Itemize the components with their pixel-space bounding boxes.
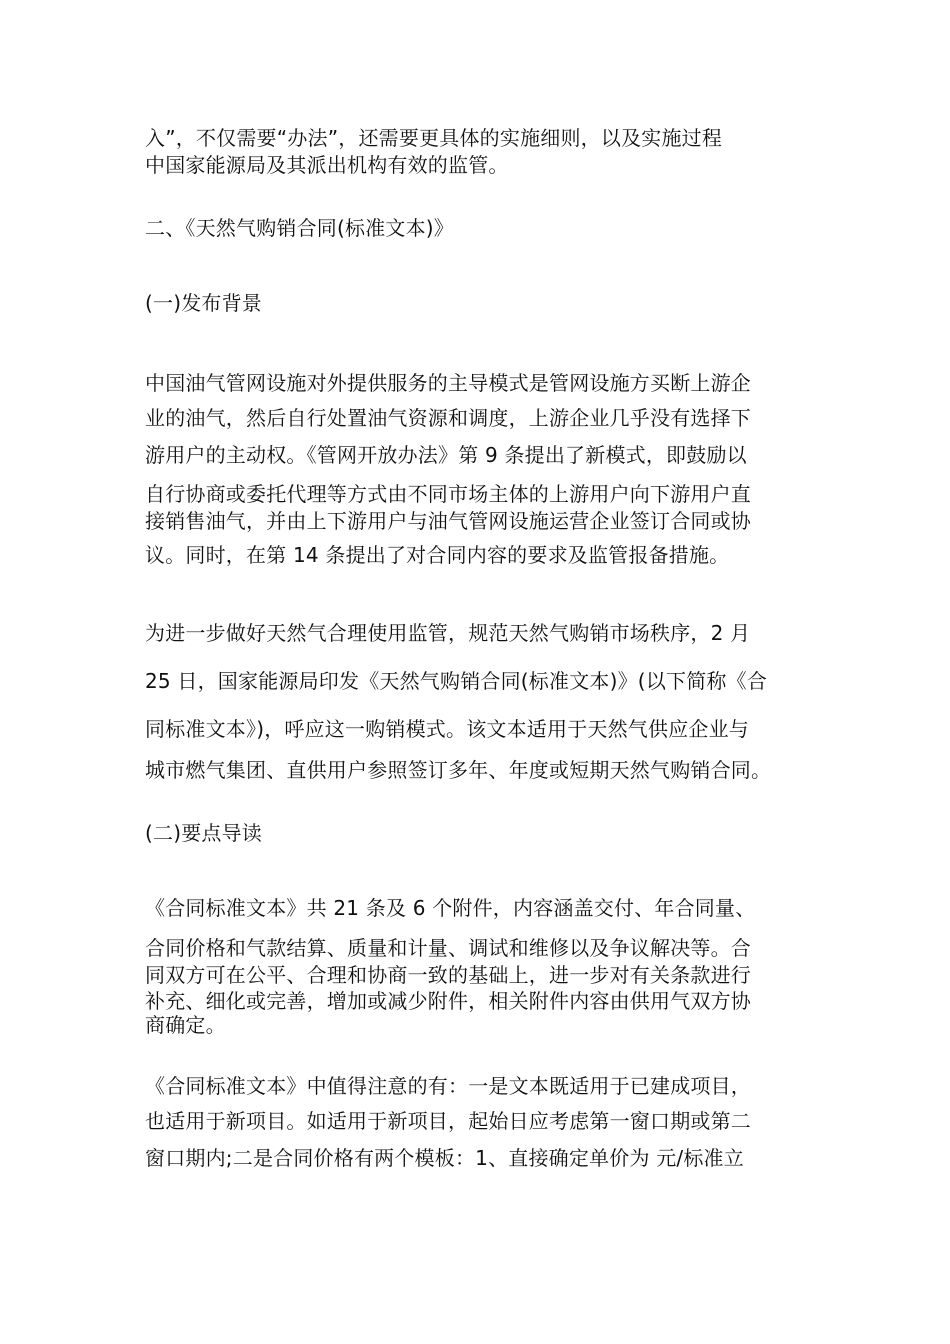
paragraph-line: 也适用于新项目。如适用于新项目，起始日应考虑第一窗口期或第二: [145, 1109, 751, 1133]
paragraph-line: 中国油气管网设施对外提供服务的主导模式是管网设施方买断上游企: [145, 371, 751, 395]
paragraph-line: 同双方可在公平、合理和协商一致的基础上，进一步对有关条款进行: [145, 963, 751, 987]
paragraph-line: 同标准文本》)，呼应这一购销模式。该文本适用于天然气供应企业与: [145, 717, 750, 741]
paragraph-line: 中国家能源局及其派出机构有效的监管。: [145, 153, 509, 177]
paragraph-line: 自行协商或委托代理等方式由不同市场主体的上游用户向下游用户直: [145, 482, 751, 506]
paragraph-line: 业的油气，然后自行处置油气资源和调度，上游企业几乎没有选择下: [145, 406, 751, 430]
paragraph-line: 为进一步做好天然气合理使用监管，规范天然气购销市场秩序，2 月: [145, 621, 751, 645]
paragraph-line: 25 日，国家能源局印发《天然气购销合同(标准文本)》(以下简称《合: [145, 669, 768, 693]
paragraph-line: 接销售油气，并由上下游用户与油气管网设施运营企业签订合同或协: [145, 509, 751, 533]
paragraph-line: 《合同标准文本》中值得注意的有：一是文本既适用于已建成项目，: [145, 1074, 751, 1098]
paragraph-line: 商确定。: [145, 1013, 226, 1037]
paragraph-line: 入”，不仅需要“办法”，还需要更具体的实施细则，以及实施过程: [145, 126, 723, 150]
subsection-heading: (一)发布背景: [145, 291, 263, 315]
paragraph-line: 城市燃气集团、直供用户参照签订多年、年度或短期天然气购销合同。: [145, 758, 772, 782]
paragraph-line: 《合同标准文本》共 21 条及 6 个附件，内容涵盖交付、年合同量、: [145, 896, 756, 920]
section-heading: 二、《天然气购销合同(标准文本)》: [145, 216, 455, 240]
paragraph-line: 补充、细化或完善，增加或减少附件，相关附件内容由供用气双方协: [145, 989, 751, 1013]
subsection-heading: (二)要点导读: [145, 821, 263, 845]
paragraph-line: 合同价格和气款结算、质量和计量、调试和维修以及争议解决等。合: [145, 936, 751, 960]
paragraph-line: 议。同时，在第 14 条提出了对合同内容的要求及监管报备措施。: [145, 543, 730, 567]
paragraph-line: 窗口期内;二是合同价格有两个模板：1、直接确定单价为 元/标准立: [145, 1146, 744, 1170]
paragraph-line: 游用户的主动权。《管网开放办法》第 9 条提出了新模式，即鼓励以: [145, 443, 747, 467]
